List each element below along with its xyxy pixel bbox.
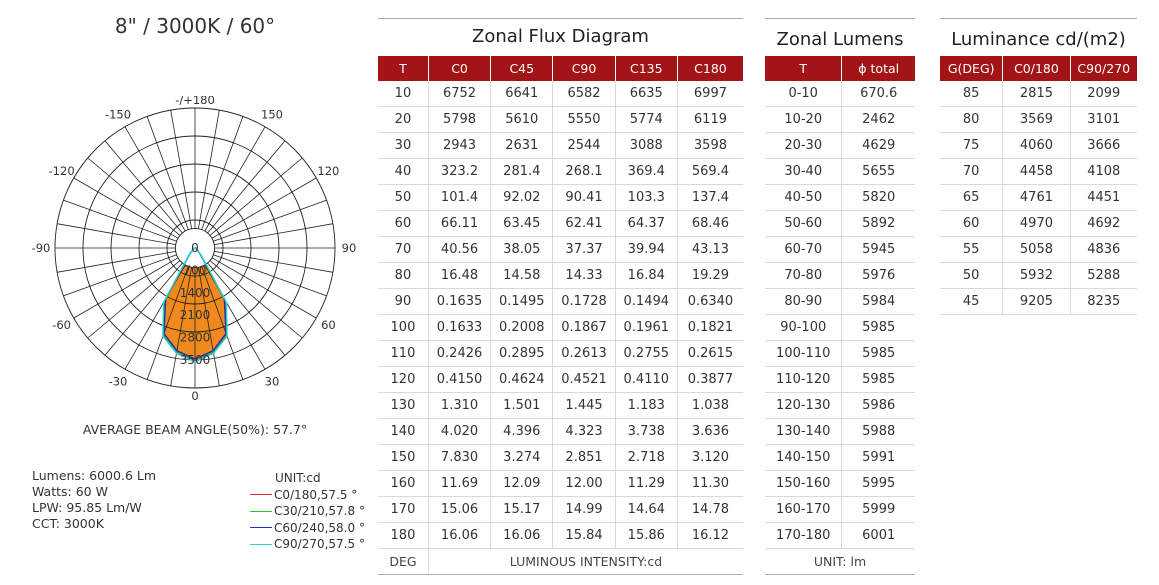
luminance-table <box>940 56 1137 315</box>
table-cell: 64.37 <box>615 211 677 237</box>
table-row <box>940 263 1137 289</box>
table-cell: 100-110 <box>765 341 842 367</box>
table-row <box>378 471 743 497</box>
table-cell: 5988 <box>842 419 915 445</box>
table-row <box>765 315 915 341</box>
table-cell: 16.84 <box>615 263 677 289</box>
angle-tick-label: -60 <box>52 318 71 332</box>
table-row <box>378 133 743 159</box>
table-cell: 30 <box>378 133 428 159</box>
legend-label: C0/180,57.5 ° <box>274 487 358 502</box>
table-cell: 15.06 <box>428 497 490 523</box>
table-cell: 4.396 <box>491 419 553 445</box>
table-cell: 369.4 <box>615 159 677 185</box>
table-cell: 3.120 <box>677 445 743 471</box>
column-header: T <box>378 56 428 81</box>
table-cell: 40 <box>378 159 428 185</box>
table-cell: 0.4624 <box>491 367 553 393</box>
table-cell: 160-170 <box>765 497 842 523</box>
table-cell: 19.29 <box>677 263 743 289</box>
table-row <box>940 81 1137 107</box>
table-cell: 90.41 <box>553 185 615 211</box>
table-cell: 0.4150 <box>428 367 490 393</box>
table-row <box>765 393 915 419</box>
table-cell: 268.1 <box>553 159 615 185</box>
table-cell: 5820 <box>842 185 915 211</box>
table-cell: 0.1635 <box>428 289 490 315</box>
table-cell: 85 <box>940 81 1003 107</box>
table-cell: 12.09 <box>491 471 553 497</box>
table-cell: 5985 <box>842 367 915 393</box>
divider <box>940 18 1137 19</box>
table-cell: 120-130 <box>765 393 842 419</box>
table-cell: 130 <box>378 393 428 419</box>
table-cell: 11.30 <box>677 471 743 497</box>
table-cell: 4060 <box>1003 133 1070 159</box>
divider <box>378 18 743 19</box>
table-cell: 0.2895 <box>491 341 553 367</box>
table-row <box>940 237 1137 263</box>
table-cell: 9205 <box>1003 289 1070 315</box>
table-cell: 0.1494 <box>615 289 677 315</box>
table-cell: 16.12 <box>677 523 743 549</box>
table-row <box>378 185 743 211</box>
table-row <box>765 263 915 289</box>
table-cell: 4.020 <box>428 419 490 445</box>
table-row <box>940 185 1137 211</box>
table-footer <box>378 549 743 575</box>
table-row <box>378 211 743 237</box>
table-row <box>765 341 915 367</box>
table-cell: 5945 <box>842 237 915 263</box>
table-cell: 110 <box>378 341 428 367</box>
table-cell: 103.3 <box>615 185 677 211</box>
table-cell: 5984 <box>842 289 915 315</box>
table-cell: 170 <box>378 497 428 523</box>
legend-swatch <box>250 511 272 512</box>
table-cell: 11.69 <box>428 471 490 497</box>
table-cell: 0.6340 <box>677 289 743 315</box>
table-cell: 15.86 <box>615 523 677 549</box>
table-cell: 120 <box>378 367 428 393</box>
table-cell: 0.4110 <box>615 367 677 393</box>
table-cell: 10-20 <box>765 107 842 133</box>
table-cell: 92.02 <box>491 185 553 211</box>
table-cell: 0.2008 <box>491 315 553 341</box>
table-cell: 80 <box>378 263 428 289</box>
table-row <box>378 445 743 471</box>
table-cell: 6641 <box>491 81 553 107</box>
beam-angle-label: AVERAGE BEAM ANGLE(50%): 57.7° <box>82 422 308 437</box>
radial-tick-label: 700 <box>183 263 207 278</box>
table-cell: 110-120 <box>765 367 842 393</box>
table-cell: 137.4 <box>677 185 743 211</box>
table-cell: 5985 <box>842 341 915 367</box>
legend-item <box>250 520 365 537</box>
table-cell: 6582 <box>553 81 615 107</box>
table-row <box>378 497 743 523</box>
table-cell: 6635 <box>615 81 677 107</box>
table-row <box>765 159 915 185</box>
table-row <box>765 185 915 211</box>
table-cell: 2815 <box>1003 81 1070 107</box>
table-cell: 5550 <box>553 107 615 133</box>
legend-label: C60/240,58.0 ° <box>274 520 365 535</box>
table-row <box>378 393 743 419</box>
table-cell: 101.4 <box>428 185 490 211</box>
table-cell: 68.46 <box>677 211 743 237</box>
radial-tick-label: 2100 <box>179 308 211 323</box>
table-cell: 2.718 <box>615 445 677 471</box>
table-cell: 6997 <box>677 81 743 107</box>
table-cell: 2631 <box>491 133 553 159</box>
table-cell: 5610 <box>491 107 553 133</box>
table-cell: 38.05 <box>491 237 553 263</box>
table-cell: 50 <box>378 185 428 211</box>
page-title: 8" / 3000K / 60° <box>114 14 276 38</box>
legend-swatch <box>250 527 272 528</box>
table-cell: 0.1633 <box>428 315 490 341</box>
table-row <box>378 315 743 341</box>
table-cell: 20-30 <box>765 133 842 159</box>
table-cell: 1.501 <box>491 393 553 419</box>
angle-tick-label: 120 <box>317 164 340 178</box>
table-cell: 4108 <box>1070 159 1137 185</box>
footer-cell: LUMINOUS INTENSITY:cd <box>428 549 743 575</box>
column-header: C90/270 <box>1070 56 1137 81</box>
watts-text: Watts: 60 W <box>32 484 108 499</box>
table-row <box>940 159 1137 185</box>
table-cell: 30-40 <box>765 159 842 185</box>
table-row <box>940 211 1137 237</box>
table-row <box>378 159 743 185</box>
angle-tick-label: -150 <box>104 107 132 122</box>
table-cell: 5892 <box>842 211 915 237</box>
table-cell: 140 <box>378 419 428 445</box>
table-cell: 6752 <box>428 81 490 107</box>
table-cell: 16.06 <box>428 523 490 549</box>
table-cell: 0.1867 <box>553 315 615 341</box>
table-cell: 5798 <box>428 107 490 133</box>
table-row <box>378 419 743 445</box>
angle-tick-label: 30 <box>264 374 280 389</box>
table-cell: 45 <box>940 289 1003 315</box>
table-cell: 5985 <box>842 315 915 341</box>
table-cell: 5655 <box>842 159 915 185</box>
column-header: C0 <box>428 56 490 81</box>
legend-swatch <box>250 544 272 545</box>
table-cell: 0.2613 <box>553 341 615 367</box>
table-cell: 5976 <box>842 263 915 289</box>
radial-tick-label: 0 <box>191 241 199 255</box>
table-row <box>765 523 915 549</box>
table-row <box>378 263 743 289</box>
table-cell: 4.323 <box>553 419 615 445</box>
table-row <box>940 133 1137 159</box>
cct-text: CCT: 3000K <box>32 516 104 531</box>
table-cell: 70 <box>378 237 428 263</box>
table-cell: 160 <box>378 471 428 497</box>
angle-tick-label: 90 <box>341 241 357 255</box>
legend-item <box>250 536 365 553</box>
table-cell: 65 <box>940 185 1003 211</box>
table-cell: 80 <box>940 107 1003 133</box>
table-cell: 5995 <box>842 471 915 497</box>
table-cell: 3.636 <box>677 419 743 445</box>
table-cell: 15.84 <box>553 523 615 549</box>
angle-tick-label: -30 <box>108 374 128 389</box>
table-cell: 3569 <box>1003 107 1070 133</box>
radial-tick-label: 3500 <box>179 353 211 367</box>
column-header: C180 <box>677 56 743 81</box>
table-cell: 6001 <box>842 523 915 549</box>
table-cell: 0.1821 <box>677 315 743 341</box>
table-row <box>765 419 915 445</box>
table-cell: 0.4521 <box>553 367 615 393</box>
table-row <box>765 81 915 107</box>
table-row <box>378 81 743 107</box>
column-header: G(DEG) <box>940 56 1003 81</box>
table-cell: 60-70 <box>765 237 842 263</box>
angle-tick-label: 60 <box>321 318 336 332</box>
angle-tick-label: -120 <box>48 164 75 178</box>
table-cell: 14.64 <box>615 497 677 523</box>
table-cell: 62.41 <box>553 211 615 237</box>
table-cell: 7.830 <box>428 445 490 471</box>
table-cell: 14.58 <box>491 263 553 289</box>
table-cell: 5774 <box>615 107 677 133</box>
table-cell: 3598 <box>677 133 743 159</box>
table-row <box>765 289 915 315</box>
table-cell: 0.2615 <box>677 341 743 367</box>
table-cell: 4761 <box>1003 185 1070 211</box>
table-cell: 4629 <box>842 133 915 159</box>
table-row <box>765 497 915 523</box>
table-cell: 3088 <box>615 133 677 159</box>
footer-cell: DEG <box>378 549 428 575</box>
chart-legend <box>250 470 365 553</box>
table-cell: 150-160 <box>765 471 842 497</box>
table-row <box>765 237 915 263</box>
table-row <box>765 445 915 471</box>
legend-label: C30/210,57.8 ° <box>274 504 365 518</box>
zonal-lumens-table <box>765 56 915 575</box>
table-cell: 0.2755 <box>615 341 677 367</box>
angle-tick-label: -90 <box>31 241 51 255</box>
table-cell: 90-100 <box>765 315 842 341</box>
table-cell: 14.78 <box>677 497 743 523</box>
table-cell: 4692 <box>1070 211 1137 237</box>
table-cell: 281.4 <box>491 159 553 185</box>
lumens-text: Lumens: 6000.6 Lm <box>32 468 157 483</box>
table-row <box>765 367 915 393</box>
table-cell: 60 <box>940 211 1003 237</box>
table-cell: 140-150 <box>765 445 842 471</box>
footer-cell: UNIT: lm <box>765 549 915 575</box>
table-cell: 4458 <box>1003 159 1070 185</box>
legend-item <box>250 503 365 520</box>
table-cell: 5058 <box>1003 237 1070 263</box>
table-cell: 1.183 <box>615 393 677 419</box>
table-cell: 3.738 <box>615 419 677 445</box>
table-cell: 5999 <box>842 497 915 523</box>
table-cell: 4836 <box>1070 237 1137 263</box>
specs-block <box>32 468 156 532</box>
table-cell: 55 <box>940 237 1003 263</box>
lpw-text: LPW: 95.85 Lm/W <box>32 500 142 515</box>
column-header: C45 <box>491 56 553 81</box>
polar-intensity-chart <box>30 96 360 426</box>
legend-item <box>250 487 365 504</box>
table-cell: 70-80 <box>765 263 842 289</box>
table-cell: 0.1961 <box>615 315 677 341</box>
table-cell: 40.56 <box>428 237 490 263</box>
table-cell: 50 <box>940 263 1003 289</box>
column-header: ϕ total <box>842 56 915 81</box>
table-cell: 100 <box>378 315 428 341</box>
zonal-lumens-title: Zonal Lumens <box>776 29 904 50</box>
table-cell: 3.274 <box>491 445 553 471</box>
angle-tick-label: 150 <box>261 107 283 122</box>
zonal-flux-table <box>378 56 743 575</box>
table-cell: 20 <box>378 107 428 133</box>
table-cell: 63.45 <box>491 211 553 237</box>
table-row <box>765 107 915 133</box>
table-row <box>378 523 743 549</box>
legend-unit: UNIT:cd <box>275 471 321 485</box>
table-cell: 60 <box>378 211 428 237</box>
table-cell: 3101 <box>1070 107 1137 133</box>
table-cell: 70 <box>940 159 1003 185</box>
table-cell: 0.1728 <box>553 289 615 315</box>
table-cell: 37.37 <box>553 237 615 263</box>
table-cell: 90 <box>378 289 428 315</box>
table-row <box>378 237 743 263</box>
table-cell: 0-10 <box>765 81 842 107</box>
zonal-flux-title: Zonal Flux Diagram <box>472 26 649 47</box>
table-cell: 6119 <box>677 107 743 133</box>
luminance-title: Luminance cd/(m2) <box>951 29 1126 50</box>
column-header: C135 <box>615 56 677 81</box>
table-cell: 1.310 <box>428 393 490 419</box>
table-cell: 16.06 <box>491 523 553 549</box>
table-cell: 50-60 <box>765 211 842 237</box>
table-cell: 11.29 <box>615 471 677 497</box>
table-cell: 569.4 <box>677 159 743 185</box>
radial-tick-label: 1400 <box>179 285 211 300</box>
table-cell: 5991 <box>842 445 915 471</box>
table-footer <box>765 549 915 575</box>
table-cell: 2943 <box>428 133 490 159</box>
table-row <box>378 107 743 133</box>
table-cell: 0.3877 <box>677 367 743 393</box>
table-row <box>765 471 915 497</box>
table-cell: 0.2426 <box>428 341 490 367</box>
table-row <box>378 289 743 315</box>
table-cell: 130-140 <box>765 419 842 445</box>
table-cell: 8235 <box>1070 289 1137 315</box>
table-cell: 12.00 <box>553 471 615 497</box>
table-cell: 4970 <box>1003 211 1070 237</box>
table-cell: 10 <box>378 81 428 107</box>
table-cell: 323.2 <box>428 159 490 185</box>
table-cell: 15.17 <box>491 497 553 523</box>
table-cell: 43.13 <box>677 237 743 263</box>
table-cell: 16.48 <box>428 263 490 289</box>
table-cell: 66.11 <box>428 211 490 237</box>
angle-tick-label: 0 <box>191 389 199 403</box>
table-cell: 75 <box>940 133 1003 159</box>
column-header: C90 <box>553 56 615 81</box>
column-header: C0/180 <box>1003 56 1070 81</box>
table-cell: 2.851 <box>553 445 615 471</box>
table-cell: 3666 <box>1070 133 1137 159</box>
table-cell: 180 <box>378 523 428 549</box>
table-cell: 670.6 <box>842 81 915 107</box>
column-header: T <box>765 56 842 81</box>
table-cell: 2462 <box>842 107 915 133</box>
radial-tick-label: 2800 <box>179 330 211 345</box>
table-cell: 1.445 <box>553 393 615 419</box>
table-cell: 5288 <box>1070 263 1137 289</box>
divider <box>765 18 915 19</box>
table-cell: 2099 <box>1070 81 1137 107</box>
table-cell: 5932 <box>1003 263 1070 289</box>
table-row <box>378 341 743 367</box>
table-cell: 14.33 <box>553 263 615 289</box>
table-cell: 39.94 <box>615 237 677 263</box>
table-cell: 40-50 <box>765 185 842 211</box>
table-cell: 170-180 <box>765 523 842 549</box>
table-cell: 0.1495 <box>491 289 553 315</box>
table-row <box>765 133 915 159</box>
table-cell: 5986 <box>842 393 915 419</box>
table-row <box>940 289 1137 315</box>
table-cell: 4451 <box>1070 185 1137 211</box>
table-cell: 2544 <box>553 133 615 159</box>
table-cell: 80-90 <box>765 289 842 315</box>
table-cell: 1.038 <box>677 393 743 419</box>
table-row <box>378 367 743 393</box>
table-row <box>940 107 1137 133</box>
table-row <box>765 211 915 237</box>
legend-swatch <box>250 494 272 495</box>
angle-tick-label: -/+180 <box>175 96 215 107</box>
table-cell: 14.99 <box>553 497 615 523</box>
table-cell: 150 <box>378 445 428 471</box>
legend-label: C90/270,57.5 ° <box>274 537 365 551</box>
